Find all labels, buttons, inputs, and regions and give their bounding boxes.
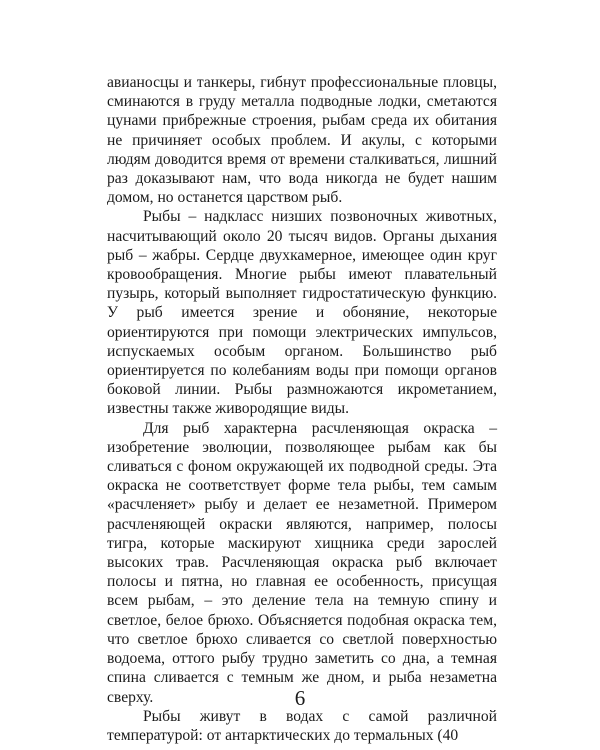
paragraph-fish-definition: Рыбы – надкласс низших позвоночных животных, насчитывающий около 20 тысяч видов. Органы дыхания рыб – жабры. Сердце двухкамерное, имеющее один круг кровообращения. Многие рыбы имеют плавательный пузырь, который выполняет гидростатическую функцию. У рыб имеется зрение и обоняние, некоторые ориентируются при помощи электрических импульсов, испускаемых особым органом. Большинство рыб ориентируется по колебаниям воды при помощи органов боковой линии. Рыбы размножаются икрометанием, известны также живородящие виды. bbox=[107, 208, 497, 418]
page-number: 6 bbox=[294, 686, 306, 710]
paragraph-water-temperature: Рыбы живут в водах с самой различной температурой: от антарктических до термальных (40 bbox=[107, 707, 497, 744]
paragraph-continuation: авианосцы и танкеры, гибнут профессиональные пловцы, сминаются в груду металла подводные лодки, сметаются цунами прибрежные строения, рыбам среда их обитания не причиняет особых проблем. И акулы, с которыми людям доводится время от времени сталкиваться, лишний раз доказывают нам, что вода никогда не будет нашим домом, но останется царством рыб. bbox=[107, 74, 497, 207]
paragraph-camouflage-coloring: Для рыб характерна расчленяющая окраска – изобретение эволюции, позволяющее рыбам как бы сливаться с фоном окружающей их подводной среды. Эта окраска не соответствует форме тела рыбы, тем самым «расчленяет» рыбу и делает ее незаметной. Примером расчленяющей окраски являются, например, полосы тигра, которые маскируют хищника среди зарослей высоких трав. Расчленяющая окраска рыб включает полосы и пятна, но главная ее особенность, присущая всем рыбам, – это деление тела на темную спину и светлое, белое брюхо. Объясняется подобная окраска тем, что светлое брюхо сливается со светлой поверхностью водоема, оттого рыбу трудно заметить со дна, а темная спина сливается с темным же дном, и рыба незаметна сверху. bbox=[107, 419, 497, 706]
body-text bbox=[107, 73, 497, 745]
